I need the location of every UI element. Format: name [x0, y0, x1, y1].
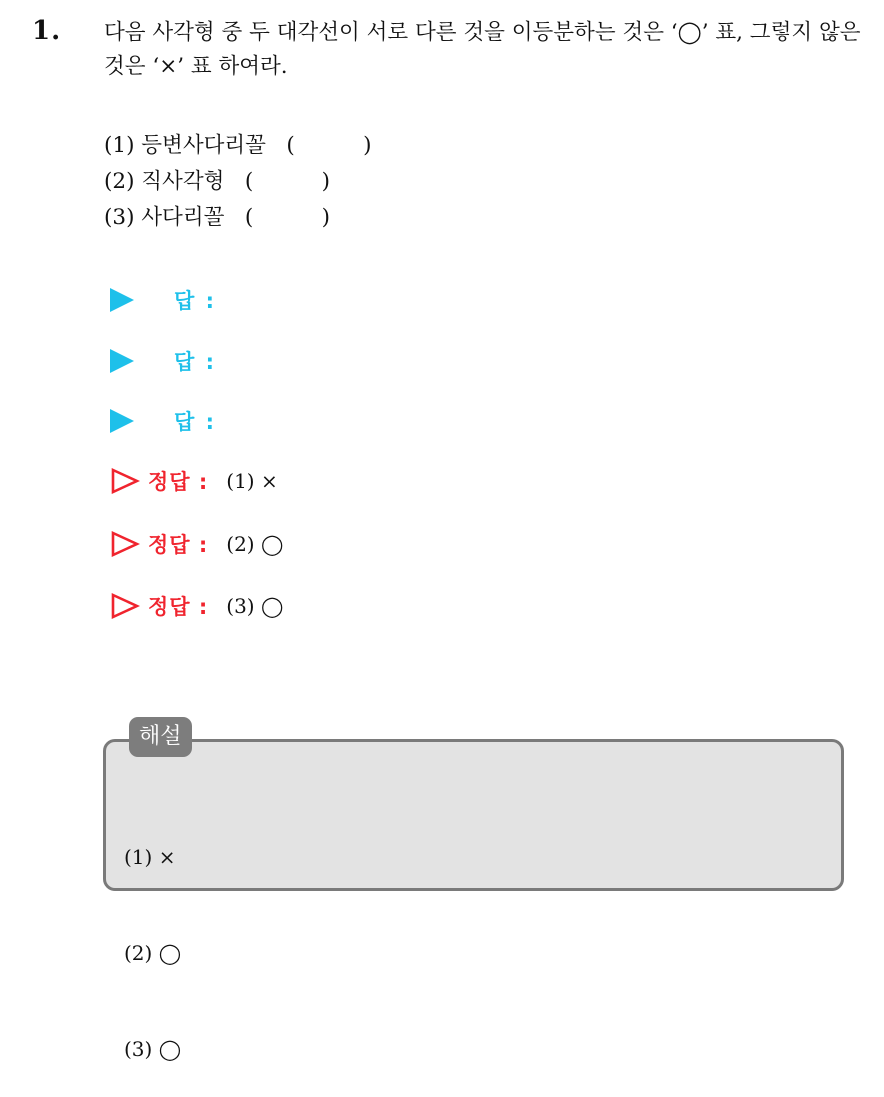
- answer-blank-3[interactable]: [110, 403, 216, 439]
- correct-answer-value: (3) ◯: [226, 594, 284, 618]
- outline-triangle-right-icon: [110, 468, 140, 494]
- question-item-2: (2) 직사각형 ( ): [104, 169, 330, 194]
- answer-blank-1[interactable]: [110, 282, 216, 318]
- question-number: 1.: [32, 16, 62, 46]
- answer-label: 답 :: [174, 289, 216, 313]
- correct-answer-2: [110, 526, 283, 562]
- correct-answer-value: (2) ◯: [226, 532, 284, 556]
- correct-answer-value: (1) ×: [226, 469, 278, 493]
- question-text: 다음 사각형 중 두 대각선이 서로 다른 것을 이등분하는 것은 ‘◯’ 표, 그렇지 않은 것은 ‘×’ 표 하여라.: [104, 20, 861, 79]
- question-item-1: (1) 등변사다리꼴 ( ): [104, 133, 372, 158]
- filled-triangle-right-icon: [110, 409, 134, 433]
- correct-answer-3: [110, 588, 283, 624]
- correct-answer-label: 정답 :: [148, 595, 209, 619]
- explanation-line-1: (1) ×: [124, 845, 176, 869]
- filled-triangle-right-icon: [110, 349, 134, 373]
- outline-triangle-right-icon: [110, 593, 140, 619]
- explanation-lines: [124, 777, 181, 1097]
- explanation-line-3: (3) ◯: [124, 1037, 182, 1061]
- answer-blank-2[interactable]: [110, 343, 216, 379]
- question-items: [104, 128, 372, 236]
- correct-answer-1: [110, 463, 278, 499]
- filled-triangle-right-icon: [110, 288, 134, 312]
- answer-label: 답 :: [174, 410, 216, 434]
- explanation-title: 해설: [129, 717, 192, 757]
- outline-triangle-right-icon: [110, 531, 140, 557]
- explanation-box: [103, 739, 844, 891]
- correct-answer-label: 정답 :: [148, 470, 209, 494]
- correct-answer-label: 정답 :: [148, 533, 209, 557]
- question-item-3: (3) 사다리꼴 ( ): [104, 205, 330, 230]
- explanation-line-2: (2) ◯: [124, 941, 182, 965]
- answer-label: 답 :: [174, 350, 216, 374]
